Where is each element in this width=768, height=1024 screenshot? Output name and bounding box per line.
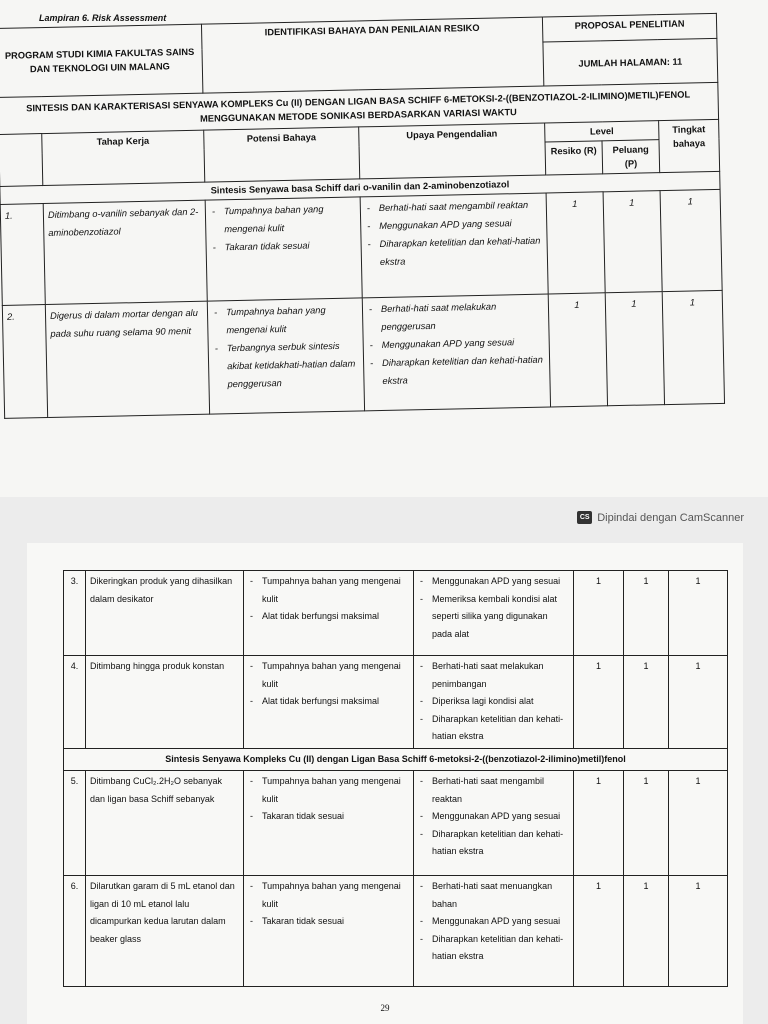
row-tingkat: 1 [662, 290, 724, 404]
row-resiko: 1 [574, 656, 624, 749]
col-tahap-header: Tahap Kerja [42, 130, 205, 185]
list-item: - Diharapkan ketelitian dan kehati-hatian ekstra [418, 931, 569, 966]
section-title-2: Sintesis Senyawa Kompleks Cu (II) dengan Ligan Basa Schiff 6-metoksi-2-((benzotiazol-2-ilimino)metil)fenol [64, 748, 728, 771]
scanner-watermark [577, 511, 744, 524]
list-item: - Menggunakan APD yang sesuai [365, 214, 542, 236]
row-potensi [207, 298, 364, 414]
doc-title: IDENTIFIKASI BAHAYA DAN PENILAIAN RESIKO [264, 22, 480, 38]
research-title: SINTESIS DAN KARAKTERISASI SENYAWA KOMPLEKS Cu (II) DENGAN LIGAN BASA SCHIFF 6-METOKSI-2-((BENZOTIAZOL-2-ILIMINO)METIL)FENOL MENGGUNAKAN METODE SONIKASI BERDASARKAN VARIASI WAKTU [26, 89, 691, 124]
row-number: 1. [0, 204, 45, 306]
list-item: - Berhati-hati saat menuangkan bahan [418, 878, 569, 913]
table-row [64, 571, 728, 656]
row-resiko: 1 [548, 293, 607, 407]
doc-type-cell [542, 13, 717, 42]
row-peluang: 1 [624, 656, 669, 749]
col-level-header: Level [545, 121, 659, 142]
row-peluang: 1 [603, 191, 662, 293]
row-upaya [362, 294, 550, 411]
row-number: 5. [64, 771, 86, 876]
row-tingkat: 1 [669, 656, 728, 749]
row-upaya [414, 571, 574, 656]
list-item: - Berhati-hati saat melakukan penimbangan [418, 658, 569, 693]
table-row [64, 656, 728, 749]
list-item: - Tumpahnya bahan yang mengenai kulit [248, 773, 409, 808]
list-item: - Diperiksa lagi kondisi alat [418, 693, 569, 711]
row-tahap: Ditimbang CuCl₂.2H₂O sebanyak dan ligan basa Schiff sebanyak [86, 771, 244, 876]
row-number: 4. [64, 656, 86, 749]
risk-table-page-2 [63, 570, 728, 987]
row-number: 6. [64, 876, 86, 987]
page-number: 29 [380, 1003, 390, 1013]
row-tingkat: 1 [669, 771, 728, 876]
appendix-label: Lampiran 6. Risk Assessment [39, 13, 167, 23]
row-tahap: Digerus di dalam mortar dengan alu pada suhu ruang selama 90 menit [45, 301, 209, 417]
page-gap [0, 497, 768, 543]
list-item: - Tumpahnya bahan yang mengenai kulit [210, 200, 357, 239]
list-item: - Alat tidak berfungsi maksimal [248, 608, 409, 626]
doc-title-cell [201, 17, 543, 93]
row-tingkat: 1 [669, 571, 728, 656]
list-item: - Diharapkan ketelitian dan kehati-hatian ekstra [418, 826, 569, 861]
col-peluang-header: Peluang (P) [602, 140, 660, 174]
list-item: - Takaran tidak sesuai [210, 235, 356, 256]
row-tahap: Dikeringkan produk yang dihasilkan dalam desikator [86, 571, 244, 656]
institution-cell [0, 24, 203, 97]
row-tahap: Ditimbang o-vanilin sebanyak dan 2-aminobenzotiazol [43, 200, 207, 304]
row-potensi [244, 656, 414, 749]
table-row [64, 876, 728, 987]
row-tingkat: 1 [660, 189, 722, 291]
row-tingkat: 1 [669, 876, 728, 987]
row-potensi [244, 876, 414, 987]
list-item: - Tumpahnya bahan yang mengenai kulit [248, 658, 409, 693]
col-upaya-header: Upaya Pengendalian [359, 123, 546, 179]
table-row [2, 290, 724, 418]
row-peluang: 1 [624, 876, 669, 987]
list-item: - Tumpahnya bahan yang mengenai kulit [212, 300, 359, 339]
row-resiko: 1 [574, 771, 624, 876]
row-potensi [244, 571, 414, 656]
list-item: - Menggunakan APD yang sesuai [418, 808, 569, 826]
camscanner-icon: CS [577, 511, 592, 524]
row-peluang: 1 [605, 292, 664, 406]
row-number: 2. [2, 305, 47, 419]
table-row [64, 771, 728, 876]
row-resiko: 1 [574, 571, 624, 656]
page-count: JUMLAH HALAMAN: 11 [578, 56, 683, 69]
scanned-page-1 [0, 0, 768, 497]
list-item: - Berhati-hati saat mengambil reaktan [418, 773, 569, 808]
list-item: - Takaran tidak sesuai [248, 913, 409, 931]
row-number: 3. [64, 571, 86, 656]
col-potensi-header: Potensi Bahaya [204, 127, 360, 182]
row-resiko: 1 [574, 876, 624, 987]
col-tingkat-header: Tingkat bahaya [659, 119, 720, 172]
list-item: - Diharapkan ketelitian dan kehati-hatian ekstra [365, 232, 543, 272]
list-item: - Menggunakan APD yang sesuai [368, 333, 545, 355]
row-resiko: 1 [546, 192, 605, 294]
list-item: - Berhati-hati saat melakukan penggerusan [367, 297, 545, 337]
list-item: - Menggunakan APD yang sesuai [418, 913, 569, 931]
section-title-1: Sintesis Senyawa basa Schiff dari o-vanilin dan 2-aminobenzotiazol [0, 171, 720, 204]
row-upaya [414, 876, 574, 987]
row-potensi [244, 771, 414, 876]
list-item: - Terbangnya serbuk sintesis akibat ketidakhati-hatian dalam penggerusan [213, 336, 360, 393]
row-peluang: 1 [624, 771, 669, 876]
col-resiko-header: Resiko (R) [545, 141, 603, 175]
page-count-cell [543, 38, 718, 86]
list-item: - Diharapkan ketelitian dan kehati-hatian ekstra [368, 351, 546, 391]
list-item: - Alat tidak berfungsi maksimal [248, 693, 409, 711]
row-upaya [414, 656, 574, 749]
list-item: - Tumpahnya bahan yang mengenai kulit [248, 878, 409, 913]
list-item: - Tumpahnya bahan yang mengenai kulit [248, 573, 409, 608]
row-peluang: 1 [624, 571, 669, 656]
list-item: - Diharapkan ketelitian dan kehati-hatian ekstra [418, 711, 569, 746]
list-item: - Berhati-hati saat mengambil reaktan [365, 196, 542, 218]
scanner-note: Dipindai dengan CamScanner [597, 511, 744, 524]
col-no-header [0, 134, 43, 187]
table-row [0, 189, 722, 305]
row-upaya [414, 771, 574, 876]
scanned-page-2 [27, 543, 743, 1024]
list-item: - Menggunakan APD yang sesuai [418, 573, 569, 591]
risk-table-page-1 [0, 13, 725, 419]
institution-name: PROGRAM STUDI KIMIA FAKULTAS SAINS DAN TEKNOLOGI UIN MALANG [4, 46, 195, 75]
doc-type: PROPOSAL PENELITIAN [574, 18, 685, 31]
row-upaya [360, 193, 548, 298]
list-item: - Memeriksa kembali kondisi alat seperti silika yang digunakan pada alat [418, 591, 569, 644]
row-tahap: Ditimbang hingga produk konstan [86, 656, 244, 749]
list-item: - Takaran tidak sesuai [248, 808, 409, 826]
row-tahap: Dilarutkan garam di 5 mL etanol dan ligan di 10 mL etanol lalu dicampurkan kedua larutan dalam beaker glass [86, 876, 244, 987]
row-potensi [205, 197, 362, 301]
